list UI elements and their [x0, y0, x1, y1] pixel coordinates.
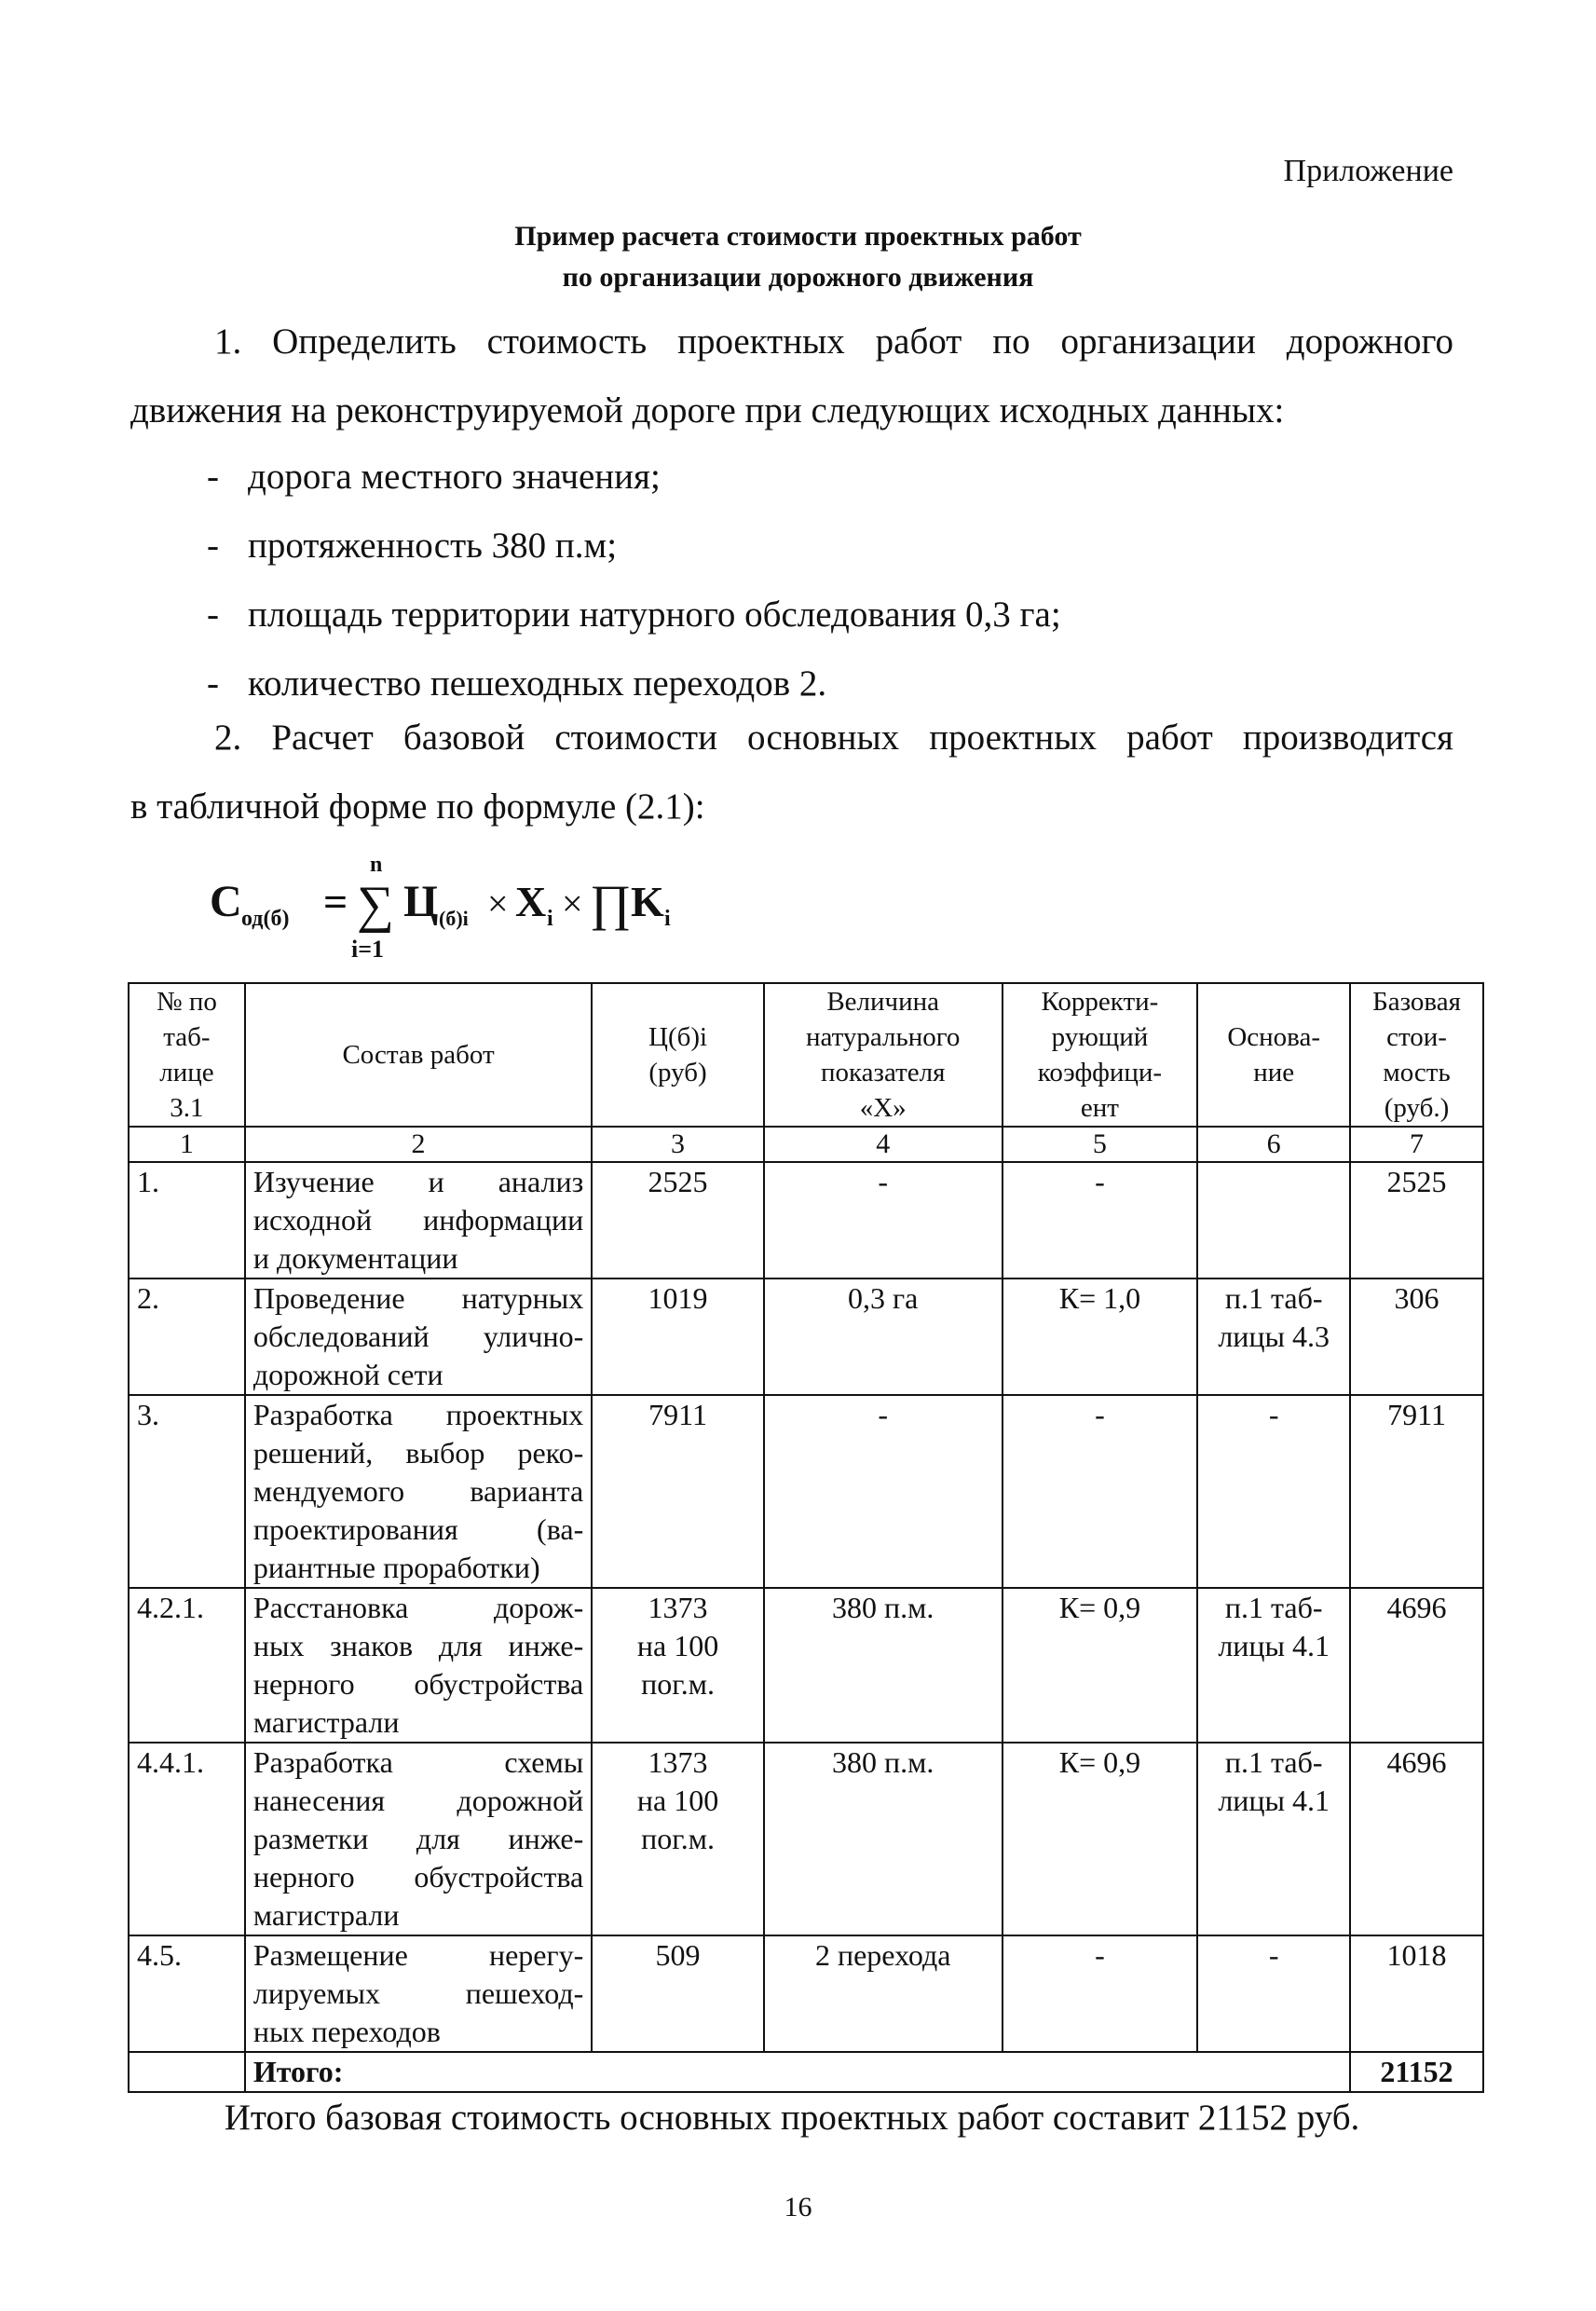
work-line: нерного обустройства: [252, 1667, 584, 1701]
header-line: Состав работ: [342, 1040, 495, 1070]
cell-basis: [1197, 1743, 1350, 1935]
basis-line: п.1 таб-: [1224, 1281, 1323, 1315]
page-number: 16: [784, 2192, 812, 2222]
header-line: Основа-: [1227, 1022, 1321, 1052]
basis-line: лицы 4.1: [1218, 1629, 1330, 1662]
price-line: 2525: [648, 1165, 708, 1198]
formula-eq: =: [323, 878, 348, 925]
header-line: показателя: [820, 1058, 946, 1087]
formula-k-sub: i: [664, 907, 671, 931]
cell-price: [592, 1743, 764, 1935]
work-line: Размещение нерегу-: [252, 1938, 584, 1972]
cell-base-cost: 4696: [1350, 1743, 1483, 1935]
price-line: 1373: [648, 1591, 708, 1624]
formula-sum-bottom: i=1: [351, 936, 385, 963]
column-number: 7: [1350, 1127, 1483, 1162]
formula-price-sub: (б)i: [439, 907, 469, 930]
cell-work: [245, 1935, 592, 2052]
work-line: Расстановка дорож-: [252, 1591, 584, 1624]
column-number: 6: [1197, 1127, 1350, 1162]
cost-table: [128, 982, 1484, 2093]
work-line: лируемых пешеход-: [252, 1976, 584, 2010]
table-row: [129, 1588, 1483, 1743]
work-line: Разработка схемы: [252, 1745, 584, 1779]
work-line: обследований улично-: [252, 1320, 584, 1353]
header-line: стои-: [1386, 1022, 1447, 1052]
header-work: [245, 983, 592, 1127]
table-header-row: [129, 983, 1483, 1127]
cell-basis: [1197, 1279, 1350, 1395]
work-line: риантные проработки): [252, 1551, 540, 1584]
work-line: магистрали: [252, 1898, 400, 1932]
formula-x-sub: i: [547, 907, 553, 931]
title-line-2: по организации дорожного движения: [562, 262, 1034, 293]
header-line: «Х»: [859, 1093, 907, 1123]
basis-line: -: [1268, 1398, 1279, 1431]
formula-times-1: ×: [487, 882, 509, 924]
document-title: [280, 216, 1316, 298]
initial-data-list: [130, 443, 1453, 718]
work-line: дорожной сети: [252, 1358, 443, 1391]
header-line: Базовая: [1372, 987, 1461, 1017]
price-line: пог.м.: [641, 1667, 715, 1701]
cell-basis: [1197, 1588, 1350, 1743]
price-line: 509: [655, 1938, 701, 1972]
work-line: и документации: [252, 1241, 458, 1275]
work-line: Разработка проектных: [252, 1398, 584, 1431]
work-line: магистрали: [252, 1705, 400, 1739]
header-line: Величина: [826, 987, 940, 1017]
title-line-1: Пример расчета стоимости проектных работ: [514, 221, 1082, 252]
cell-base-cost: 1018: [1350, 1935, 1483, 2052]
cell-work: [245, 1162, 592, 1279]
column-number: 4: [764, 1127, 1003, 1162]
cell-table-number: 1.: [129, 1162, 245, 1279]
header-value: [764, 983, 1003, 1127]
cell-value: 2 перехода: [764, 1935, 1003, 2052]
header-base-cost: [1350, 983, 1483, 1127]
formula-price: Ц: [403, 877, 439, 926]
header-line: мость: [1383, 1058, 1451, 1087]
header-line: (руб): [648, 1058, 707, 1087]
cell-value: 380 п.м.: [764, 1743, 1003, 1935]
header-line: 3.1: [170, 1093, 204, 1123]
cell-table-number: 4.4.1.: [129, 1743, 245, 1935]
summary-text: Итого базовая стоимость основных проектных работ составит 21152 руб.: [224, 2098, 1360, 2138]
price-line: пог.м.: [641, 1822, 715, 1855]
cell-value: 380 п.м.: [764, 1588, 1003, 1743]
work-line: решений, выбор реко-: [252, 1436, 584, 1470]
price-line: 1019: [648, 1281, 708, 1315]
cost-formula: [210, 843, 731, 974]
list-item: - протяженность 380 п.м;: [207, 526, 618, 566]
work-line: ных переходов: [252, 2015, 441, 2048]
header-basis: [1197, 983, 1350, 1127]
column-number: 2: [245, 1127, 592, 1162]
cell-coefficient: -: [1003, 1935, 1198, 2052]
product-symbol-icon: ∏: [590, 875, 632, 931]
header-line: Ц(б)i: [648, 1022, 708, 1052]
basis-line: п.1 таб-: [1224, 1591, 1323, 1624]
appendix-label: Приложение: [1283, 154, 1453, 188]
paragraph-2: [130, 704, 1453, 841]
cell-price: [592, 1395, 764, 1588]
table-row: [129, 1743, 1483, 1935]
header-line: (руб.): [1384, 1093, 1450, 1123]
cell-table-number: 2.: [129, 1279, 245, 1395]
basis-line: лицы 4.1: [1218, 1784, 1330, 1817]
work-line: исходной информации: [252, 1203, 584, 1237]
paragraph-1-line-2: движения на реконструируемой дороге при следующих исходных данных:: [130, 390, 1285, 431]
cell-coefficient: К= 0,9: [1003, 1743, 1198, 1935]
paragraph-1: [130, 308, 1453, 445]
formula-x: X: [515, 878, 547, 925]
cell-value: 0,3 га: [764, 1279, 1003, 1395]
basis-line: -: [1268, 1938, 1279, 1972]
column-number: 5: [1003, 1127, 1198, 1162]
cell-base-cost: 2525: [1350, 1162, 1483, 1279]
table-row: [129, 1162, 1483, 1279]
formula-times-2: ×: [562, 882, 583, 924]
paragraph-1-line-1: 1. Определить стоимость проектных работ по организации дорожного: [214, 321, 1453, 362]
sum-symbol-icon: ∑: [357, 876, 394, 934]
cell-base-cost: 306: [1350, 1279, 1483, 1395]
cell-work: [245, 1588, 592, 1743]
total-row: [129, 2052, 1483, 2092]
header-table-number: [129, 983, 245, 1127]
cell-work: [245, 1395, 592, 1588]
price-line: 7911: [648, 1398, 707, 1431]
formula-sum-top: n: [370, 853, 383, 877]
work-line: Проведение натурных: [252, 1281, 584, 1315]
cell-coefficient: -: [1003, 1395, 1198, 1588]
cell-coefficient: К= 0,9: [1003, 1588, 1198, 1743]
cell-basis: [1197, 1395, 1350, 1588]
work-line: нерного обустройства: [252, 1860, 584, 1894]
price-line: 1373: [648, 1745, 708, 1779]
paragraph-2-line-1: 2. Расчет базовой стоимости основных проектных работ производится: [214, 718, 1453, 758]
formula-lhs: С: [210, 877, 242, 926]
header-line: Корректи-: [1041, 987, 1159, 1017]
price-line: на 100: [636, 1784, 719, 1817]
header-line: № по: [156, 987, 217, 1017]
cell-coefficient: К= 1,0: [1003, 1279, 1198, 1395]
cell-basis: [1197, 1935, 1350, 2052]
work-line: нанесения дорожной: [252, 1784, 584, 1817]
cell-price: [592, 1588, 764, 1743]
cell-base-cost: 7911: [1350, 1395, 1483, 1588]
work-line: проектирования (ва-: [252, 1512, 584, 1546]
header-line: таб-: [163, 1022, 211, 1052]
header-coefficient: [1003, 983, 1198, 1127]
formula-k: K: [631, 878, 664, 925]
work-line: мендуемого варианта: [252, 1474, 584, 1508]
cell-base-cost: 4696: [1350, 1588, 1483, 1743]
header-line: ние: [1253, 1058, 1295, 1087]
column-number-row: [129, 1127, 1483, 1162]
cell-coefficient: -: [1003, 1162, 1198, 1279]
basis-line: лицы 4.3: [1218, 1320, 1330, 1353]
cell-price: [592, 1279, 764, 1395]
basis-line: п.1 таб-: [1224, 1745, 1323, 1779]
cell-work: [245, 1743, 592, 1935]
cell-value: -: [764, 1395, 1003, 1588]
table-row: [129, 1279, 1483, 1395]
list-item: - дорога местного значения;: [207, 457, 661, 497]
header-line: ент: [1080, 1093, 1119, 1123]
formula-lhs-sub: од(б): [241, 907, 290, 931]
header-line: коэффици-: [1037, 1058, 1163, 1087]
paragraph-2-line-2: в табличной форме по формуле (2.1):: [130, 786, 705, 827]
table-row: [129, 1395, 1483, 1588]
header-price: [592, 983, 764, 1127]
header-line: натурального: [805, 1022, 961, 1052]
cell-table-number: 4.2.1.: [129, 1588, 245, 1743]
header-line: рующий: [1051, 1022, 1149, 1052]
cell-empty: [129, 2052, 245, 2092]
work-line: ных знаков для инже-: [252, 1629, 584, 1662]
cell-price: [592, 1162, 764, 1279]
list-item: - количество пешеходных переходов 2.: [207, 663, 827, 704]
column-number: 1: [129, 1127, 245, 1162]
cell-table-number: 3.: [129, 1395, 245, 1588]
cell-value: -: [764, 1162, 1003, 1279]
work-line: разметки для инже-: [252, 1822, 584, 1855]
price-line: на 100: [636, 1629, 719, 1662]
total-value: 21152: [1350, 2052, 1483, 2092]
cell-work: [245, 1279, 592, 1395]
cell-table-number: 4.5.: [129, 1935, 245, 2052]
table-row: [129, 1935, 1483, 2052]
work-line: Изучение и анализ: [252, 1165, 584, 1198]
header-line: лице: [159, 1058, 214, 1087]
list-item: - площадь территории натурного обследования 0,3 га;: [207, 595, 1061, 635]
cell-basis: [1197, 1162, 1350, 1279]
column-number: 3: [592, 1127, 764, 1162]
total-label: Итого:: [245, 2052, 1350, 2092]
cell-price: [592, 1935, 764, 2052]
